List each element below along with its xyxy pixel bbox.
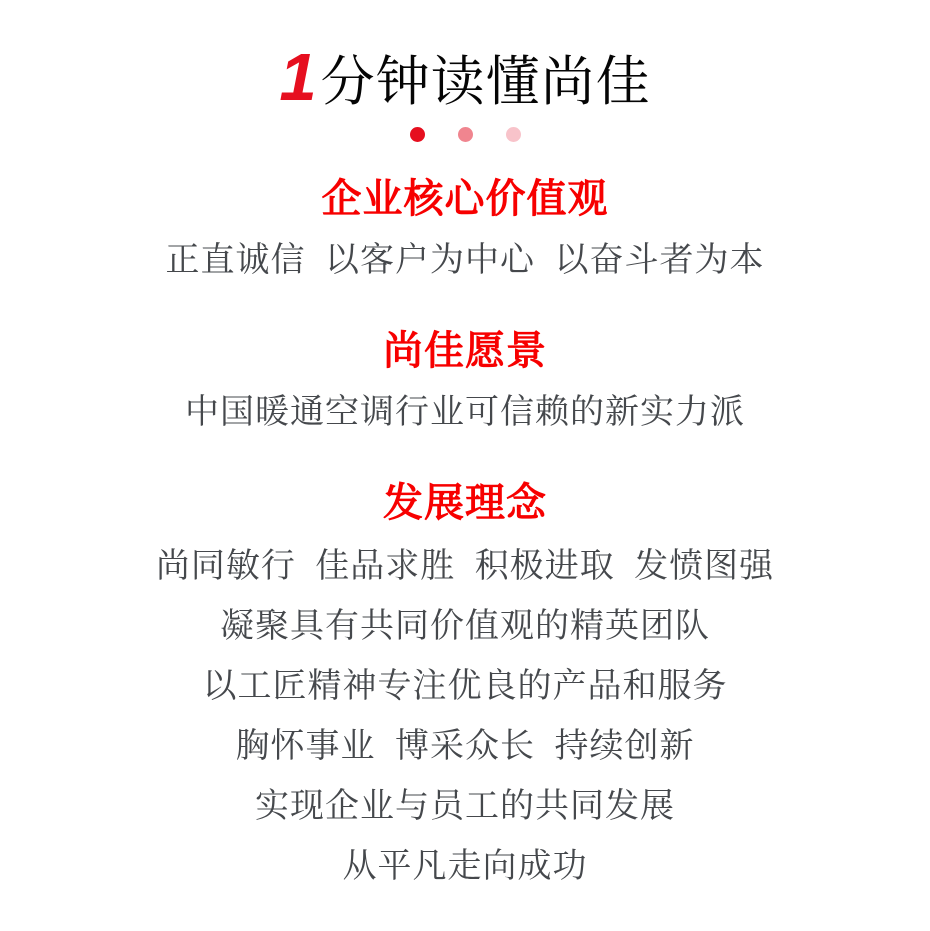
dots-separator	[0, 127, 930, 142]
section-line: 尚同敏行 佳品求胜 积极进取 发愤图强	[155, 547, 775, 585]
dot-light-icon	[506, 127, 521, 142]
section-line: 从平凡走向成功	[342, 847, 588, 885]
section-line: 正直诚信 以客户为中心 以奋斗者为本	[165, 241, 765, 279]
section-development-concepts	[0, 480, 930, 896]
dot-strong-icon	[410, 127, 425, 142]
title-number: 1	[279, 40, 317, 115]
dot-medium-icon	[458, 127, 473, 142]
section-heading-development: 发展理念	[383, 481, 547, 525]
section-line: 实现企业与员工的共同发展	[255, 787, 675, 825]
section-core-values	[0, 176, 930, 282]
section-vision	[0, 328, 930, 434]
development-lines	[0, 536, 930, 896]
main-title	[0, 40, 930, 115]
section-heading-vision: 尚佳愿景	[383, 329, 547, 373]
section-line: 凝聚具有共同价值观的精英团队	[220, 607, 710, 645]
section-line: 中国暖通空调行业可信赖的新实力派	[185, 393, 745, 431]
section-heading-core-values: 企业核心价值观	[321, 177, 609, 221]
section-line: 以工匠精神专注优良的产品和服务	[202, 667, 728, 705]
section-line: 胸怀事业 博采众长 持续创新	[235, 727, 695, 765]
title-text: 分钟读懂尚佳	[320, 52, 651, 112]
